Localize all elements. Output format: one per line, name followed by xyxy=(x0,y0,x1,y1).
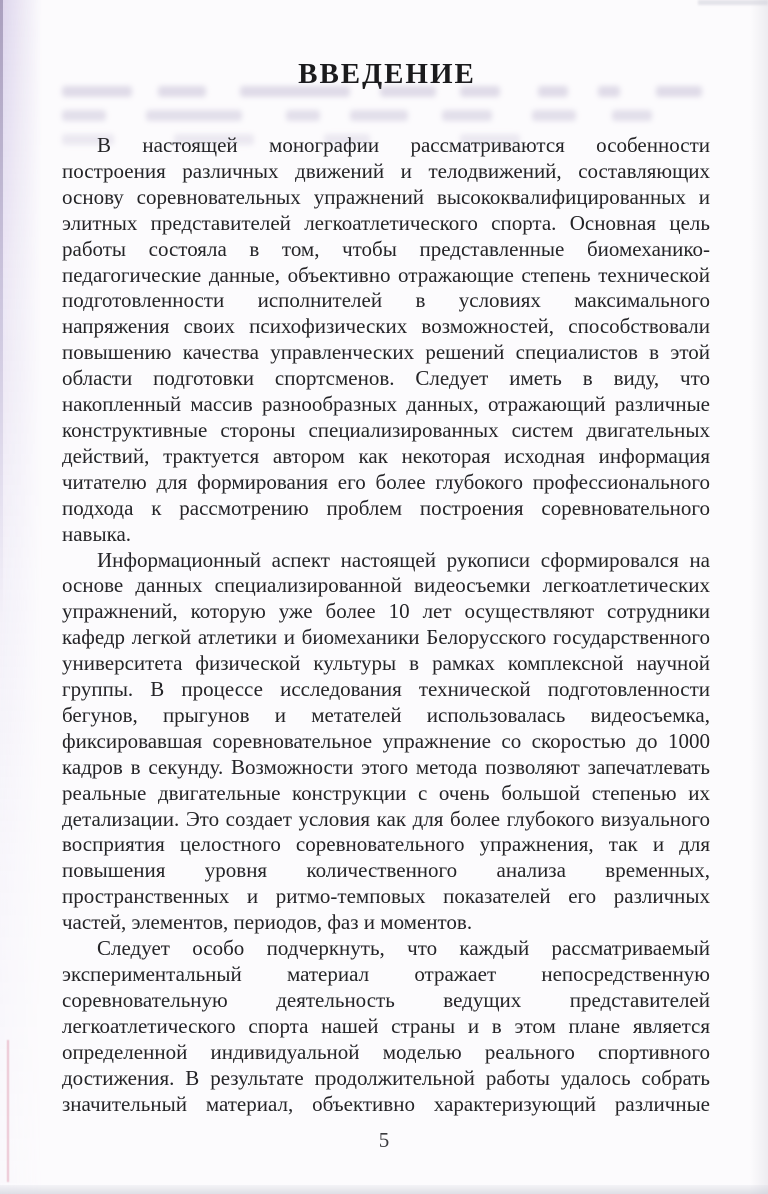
page-number: 5 xyxy=(378,1128,390,1152)
paragraph-2: Информационный аспект настоящей рукописи сформировался на основе данных специализированной видеосъемки легкоатлетических упражнений, которую уже более 10 лет осуществляют сотрудники кафедр легкой атлетики и биомеханики Белорусского государственного университета физической культуры в рамках комплексной научной группы. В процессе исследования технической подготовленности бегунов, прыгунов и метателей использовалась видеосъемка, фиксировавшая соревновательное упражнение со скоростью до 1000 кадров в секунду. Возможности этого метода позволяют запечатлевать реальные двигательные конструкции с очень большой степенью их детализации. Это создает условия как для более глубокого визуального восприятия целостного соревновательного упражнения, так и для повышения уровня количественного анализа временных, пространственных и ритмо-темповых показателей его различных частей, элементов, периодов, фаз и моментов. xyxy=(62,547,710,935)
chapter-title: ВВЕДЕНИЕ xyxy=(298,58,476,90)
bleedthrough-line xyxy=(62,86,712,99)
pink-scan-line xyxy=(7,1040,9,1182)
left-edge-shadow xyxy=(0,0,3,620)
bleedthrough-line xyxy=(62,110,712,123)
right-edge-tint xyxy=(750,0,768,1194)
paragraph-3: Следует особо подчеркнуть, что каждый рассматриваемый экспериментальный материал отражает непосредственную соревновательную деятельность ведущих представителей легкоатлетического спорта нашей страны и в этом плане является определенной индивидуальной моделью реального спортивного достижения. В результате продолжительной работы удалось собрать значительный материал, объективно характеризующий различные xyxy=(62,936,710,1116)
left-edge-tint xyxy=(0,0,42,1194)
top-right-smudge xyxy=(698,0,768,5)
bottom-scan-band xyxy=(0,1185,768,1194)
paragraph-1: В настоящей монографии рассматриваются особенности построения различных движений и телодвижений, составляющих основу соревновательных упражнений высококвалифицированных и элитных представителей легкоатлетического спорта. Основная цель работы состояла в том, чтобы представленные биомеханико-педагогические данные, объективно отражающие степень технической подготовленности исполнителей в условиях максимального напряжения своих психофизических возможностей, способствовали повышению качества управленческих решений специалистов в этой области подготовки спортсменов. Следует иметь в виду, что накопленный массив разнообразных данных, отражающий различные конструктивные стороны специализированных систем двигательных действий, трактуется автором как некоторая исходная информация читателю для формирования его более глубокого профессионального подхода к рассмотрению проблем построения соревновательного навыка. xyxy=(62,133,710,546)
body-text xyxy=(62,133,710,1117)
